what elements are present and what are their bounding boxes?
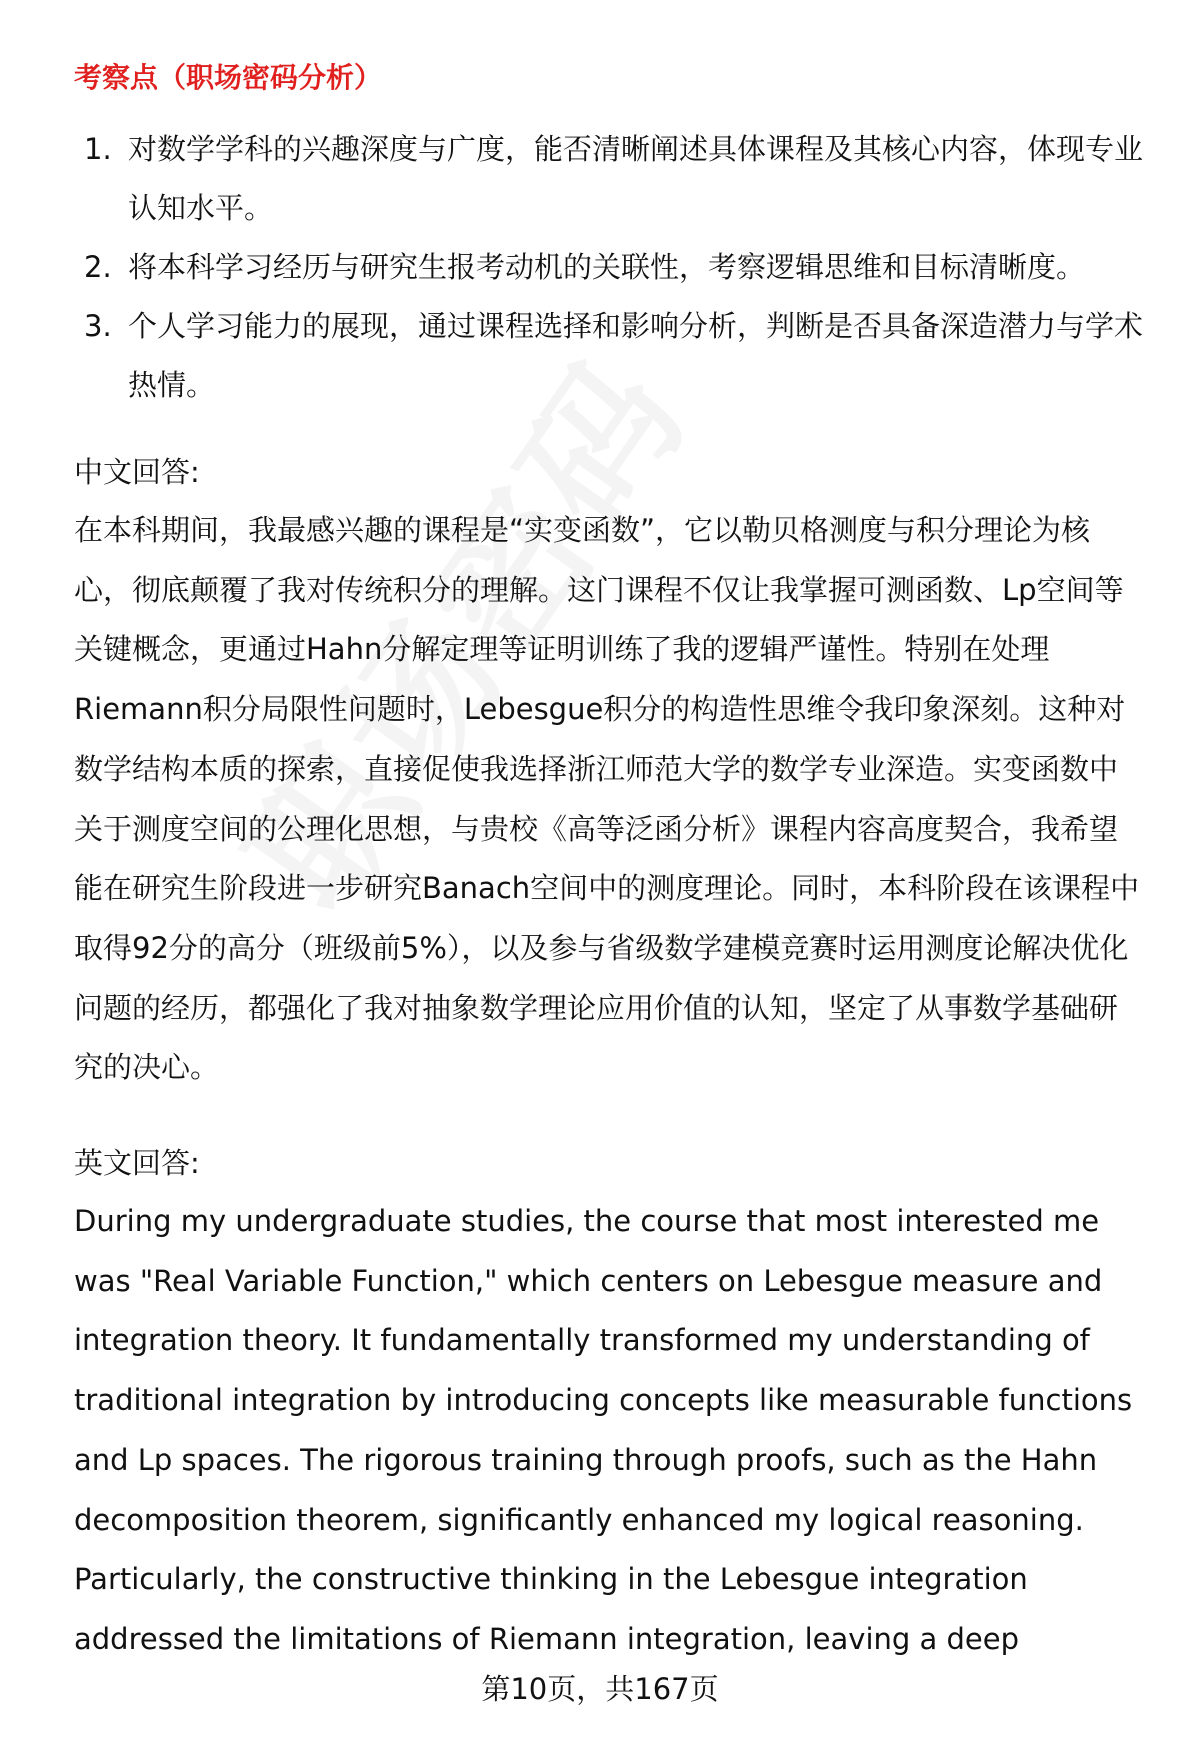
list-item <box>74 297 1144 415</box>
document-page <box>74 58 1144 1670</box>
assessment-points-list <box>74 120 1144 415</box>
list-item-number: 3. <box>84 309 112 343</box>
page-number-footer: 第10页，共167页 <box>481 1672 719 1706</box>
chinese-answer-text: 在本科期间，我最感兴趣的课程是“实变函数”，它以勒贝格测度与积分理论为核心，彻底颠覆了我对传统积分的理解。这门课程不仅让我掌握可测函数、Lp空间等关键概念，更通过Hahn分解定理等证明训练了我的逻辑严谨性。特别在处理Riemann积分局限性问题时，Lebesgue积分的构造性思维令我印象深刻。这种对数学结构本质的探索，直接促使我选择浙江师范大学的数学专业深造。实变函数中关于测度空间的公理化思想，与贵校《高等泛函分析》课程内容高度契合，我希望能在研究生阶段进一步研究Banach空间中的测度理论。同时，本科阶段在该课程中取得92分的高分（班级前5%），以及参与省级数学建模竞赛时运用测度论解决优化问题的经历，都强化了我对抽象数学理论应用价值的认知，坚定了从事数学基础研究的决心。 <box>74 513 1140 1085</box>
list-item-number: 2. <box>84 250 112 284</box>
list-item-number: 1. <box>84 132 112 166</box>
list-item-text: 个人学习能力的展现，通过课程选择和影响分析，判断是否具备深造潜力与学术热情。 <box>128 309 1144 402</box>
list-item <box>74 238 1144 297</box>
english-answer-label: 英文回答: <box>74 1146 200 1181</box>
section-title: 考察点（职场密码分析） <box>74 61 383 94</box>
list-item-text: 对数学学科的兴趣深度与广度，能否清晰阐述具体课程及其核心内容，体现专业认知水平。 <box>128 132 1144 225</box>
english-answer-text: During my undergraduate studies, the course that most interested me was "Real Variable Function," which centers on Lebesgue measure and integration theory. It fundamentally transformed my understanding of traditional integration by introducing concepts like measurable functions and Lp spaces. The rigorous training through proofs, such as the Hahn decomposition theorem, significantly enhanced my logical reasoning. Particularly, the constructive thinking in the Lebesgue integration addressed the limitations of Riemann integration, leaving a deep <box>74 1204 1133 1656</box>
list-item-text: 将本科学习经历与研究生报考动机的关联性，考察逻辑思维和目标清晰度。 <box>128 250 1086 284</box>
chinese-answer-label: 中文回答: <box>74 455 200 489</box>
list-item <box>74 120 1144 238</box>
